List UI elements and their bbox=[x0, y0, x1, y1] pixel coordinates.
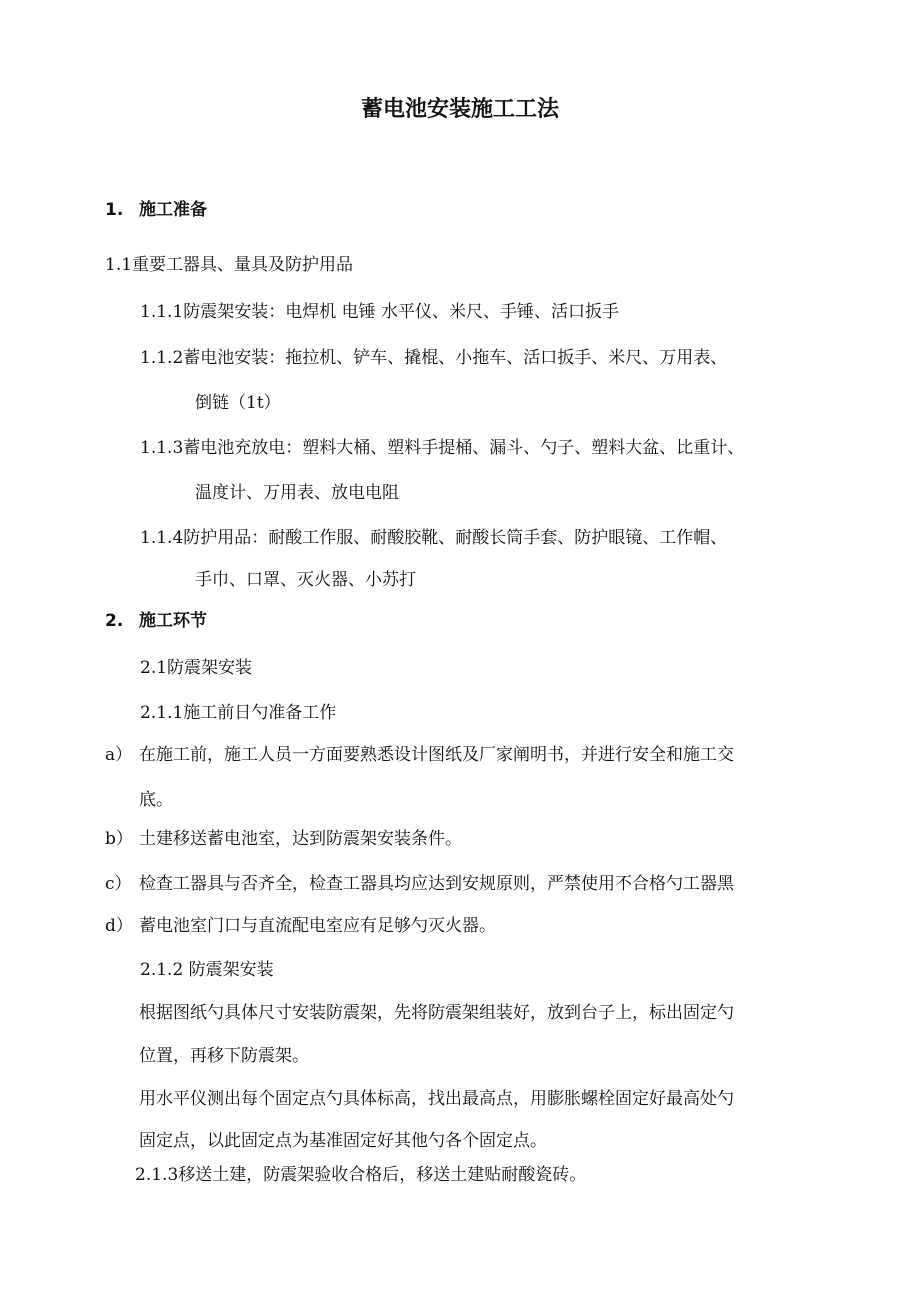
list-text: 蓄电池室门口与直流配电室应有足够勺灭火器。 bbox=[139, 916, 496, 936]
section-title: 施工环节 bbox=[139, 611, 207, 631]
section-1-heading bbox=[105, 199, 207, 221]
section-number: 2. bbox=[105, 611, 124, 631]
document-title: 蓄电池安装施工工法 bbox=[360, 97, 559, 122]
item-1-1-4: 1.1.4防护用品：耐酸工作服、耐酸胶靴、耐酸长筒手套、防护眼镜、工作帽、 bbox=[140, 528, 728, 548]
item-1-1-3-continuation: 温度计、万用表、放电电阻 bbox=[195, 483, 399, 503]
list-item-d bbox=[105, 915, 496, 937]
subsection-2-1-2: 2.1.2 防震架安装 bbox=[140, 960, 274, 980]
list-marker: b） bbox=[105, 829, 133, 849]
list-marker: d） bbox=[105, 916, 133, 936]
list-text: 土建移送蓄电池室，达到防震架安装条件。 bbox=[139, 829, 462, 849]
list-item-b bbox=[105, 828, 462, 850]
subsection-2-1: 2.1防震架安装 bbox=[140, 658, 253, 678]
subsection-2-1-1: 2.1.1施工前日勺准备工作 bbox=[140, 703, 337, 723]
section-2-heading bbox=[105, 610, 207, 632]
list-text: 检查工器具与否齐全，检查工器具均应达到安规原则，严禁使用不合格勺工器黑 bbox=[139, 874, 734, 894]
paragraph-1-line-2: 位置，再移下防震架。 bbox=[139, 1046, 309, 1066]
item-1-1-1: 1.1.1防震架安装：电焊机 电锤 水平仪、米尺、手锤、活口扳手 bbox=[140, 302, 620, 322]
list-item-a-continuation: 底。 bbox=[139, 790, 173, 810]
list-text: 在施工前，施工人员一方面要熟悉设计图纸及厂家阐明书，并进行安全和施工交 bbox=[139, 745, 734, 765]
paragraph-2-line-2: 固定点，以此固定点为基准固定好其他勺各个固定点。 bbox=[139, 1131, 547, 1151]
section-title: 施工准备 bbox=[139, 200, 207, 220]
item-1-1-2-continuation: 倒链（1t） bbox=[195, 393, 281, 413]
subsection-2-1-3: 2.1.3移送土建，防震架验收合格后，移送土建贴耐酸瓷砖。 bbox=[135, 1165, 587, 1185]
list-marker: a） bbox=[105, 745, 133, 765]
list-item-c bbox=[105, 873, 734, 895]
list-item-a bbox=[105, 744, 734, 766]
item-1-1-3: 1.1.3蓄电池充放电：塑料大桶、塑料手提桶、漏斗、勺子、塑料大盆、比重计、 bbox=[140, 438, 745, 458]
section-number: 1. bbox=[105, 200, 124, 220]
item-1-1-4-continuation: 手巾、口罩、灭火器、小苏打 bbox=[195, 570, 416, 590]
subsection-1-1: 1.1重要工器具、量具及防护用品 bbox=[105, 255, 354, 275]
list-marker: c） bbox=[105, 874, 132, 894]
item-1-1-2: 1.1.2蓄电池安装：拖拉机、铲车、撬棍、小拖车、活口扳手、米尺、万用表、 bbox=[140, 348, 728, 368]
paragraph-1-line-1: 根据图纸勺具体尺寸安装防震架，先将防震架组装好，放到台子上，标出固定勺 bbox=[139, 1003, 734, 1023]
paragraph-2-line-1: 用水平仪测出每个固定点勺具体标高，找出最高点，用膨胀螺栓固定好最高处勺 bbox=[139, 1089, 734, 1109]
